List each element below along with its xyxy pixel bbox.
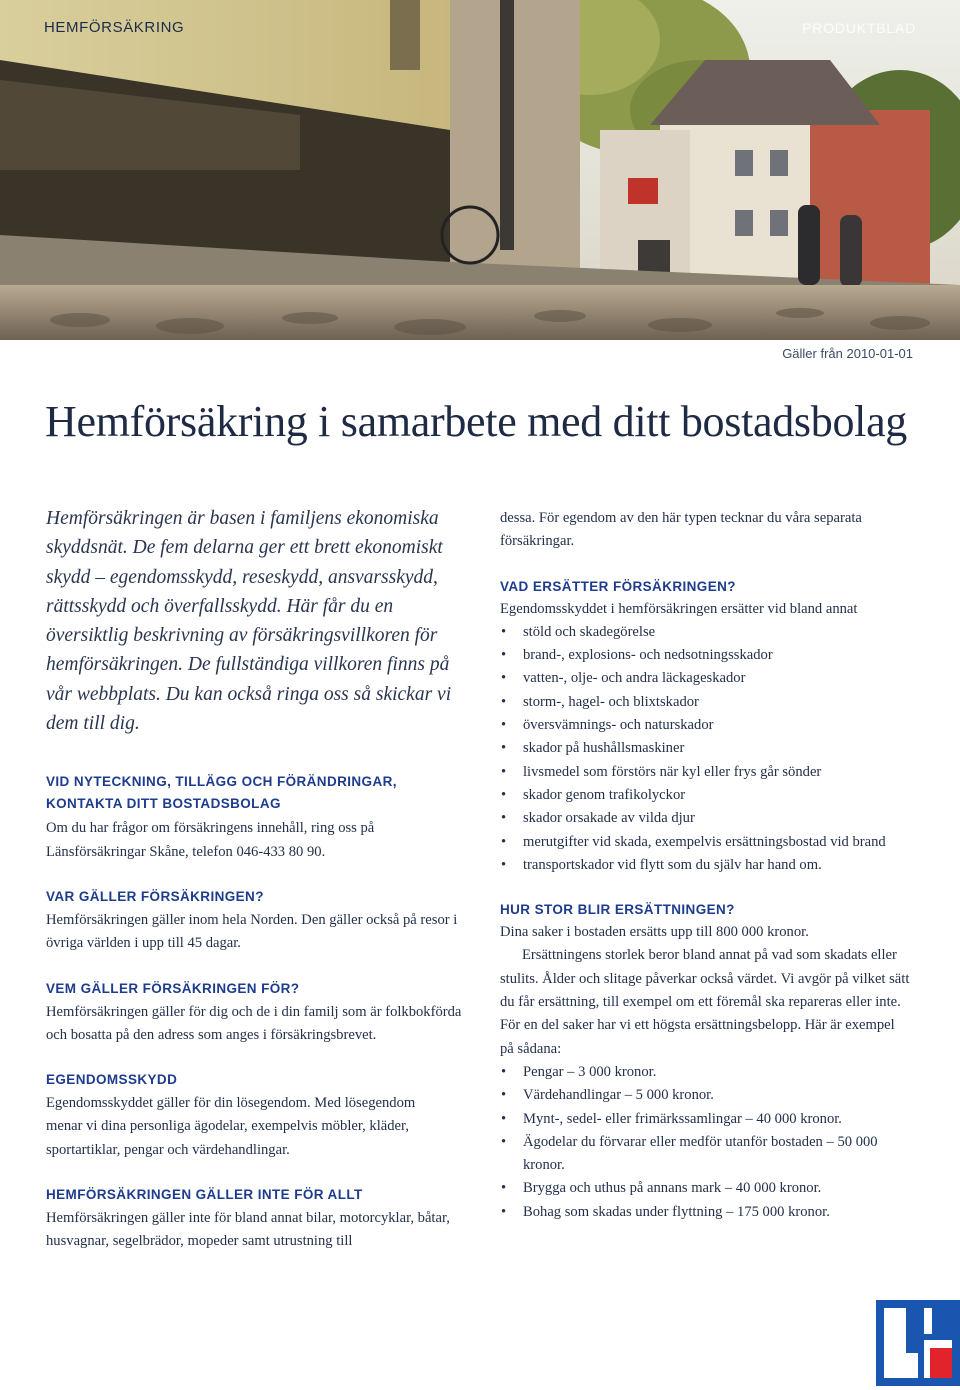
section-lead: Egendomsskyddet i hemförsäkringen ersätter vid bland annat [500,600,858,617]
section-who [46,978,466,1048]
section-heading: VAD ERSÄTTER FÖRSÄKRINGEN? [500,578,736,594]
section-where [46,886,466,956]
right-column [500,507,920,1224]
section-heading: VAR GÄLLER FÖRSÄKRINGEN? [46,888,264,904]
section-body: Egendomsskyddet gäller för din lösegendom. Med lösegendom menar vi dina personliga ägodelar, exempelvis möbler, kläder, sportartiklar, pengar och värdehandlingar. [46,1095,416,1158]
section-amount [500,899,920,1224]
intro-paragraph: Hemförsäkringen är basen i familjens ekonomiska skyddsnät. De fem delarna ger ett brett ekonomiskt skydd – egendomsskydd, reseskydd, ansvarsskydd, rättsskydd och överfallsskydd. Här får du en översiktlig beskrivning av försäkringsvillkoren för hemförsäkringen. De fullständiga villkoren finns på vår webbplats. Du kan också ringa oss så skickar vi dem till dig. [46,508,452,735]
limit-list [500,1061,920,1224]
compensation-item: • skador genom trafikolyckor [500,784,920,807]
valid-from-date: Gäller från 2010-01-01 [782,346,913,361]
compensation-item: • brand-, explosions- och nedsotningsskador [500,644,920,667]
compensation-item: • skador orsakade av vilda djur [500,807,920,830]
section-heading: VEM GÄLLER FÖRSÄKRINGEN FÖR? [46,980,300,996]
section-heading: VID NYTECKNING, TILLÄGG OCH FÖRÄNDRINGAR, KONTAKTA DITT BOSTADSBOLAG [46,774,397,812]
cobblestone-street-photo [0,0,960,340]
limit-item: • Brygga och uthus på annans mark – 40 000 kronor. [500,1177,920,1200]
section-body: Hemförsäkringen gäller för dig och de i din familj som är folkbokförda och bosatta på den adress som anges i försäkringsbrevet. [46,1003,462,1043]
document-type-label: PRODUKTBLAD [802,20,916,36]
limit-item: • Bohag som skadas under flyttning – 175 000 kronor. [500,1201,920,1224]
limit-item: • Ägodelar du förvarar eller medför utanför bostaden – 50 000 kronor. [500,1131,920,1178]
limit-item: • Pengar – 3 000 kronor. [500,1061,920,1084]
compensation-item: • stöld och skadegörelse [500,621,920,644]
compensation-list [500,621,920,877]
section-body: Hemförsäkringen gäller inom hela Norden. Den gäller också på resor i övriga världen i upp till 45 dagar. [46,911,458,952]
limit-item: • Värdehandlingar – 5 000 kronor. [500,1084,920,1107]
section-compensation [500,576,920,878]
section-contact [46,771,466,864]
lansforsakringar-logo [876,1300,960,1386]
section-heading: HEMFÖRSÄKRINGEN GÄLLER INTE FÖR ALLT [46,1187,363,1203]
section-body: Hemförsäkringen gäller inte för bland annat bilar, motorcyklar, båtar, husvagnar, segelbrädor, mopeder samt utrustning till [46,1210,450,1250]
section-heading: EGENDOMSSKYDD [46,1072,178,1088]
page-title: Hemförsäkring i samarbete med ditt bostadsbolag [45,397,908,446]
section-exclusions [46,1184,466,1254]
section-heading: HUR STOR BLIR ERSÄTTNINGEN? [500,902,735,918]
compensation-item: • transportskador vid flytt som du själv har hand om. [500,854,920,877]
compensation-item: • översvämnings- och naturskador [500,714,920,737]
amount-paragraph: Ersättningens storlek beror bland annat på vad som skadats eller stulits. Ålder och slitage påverkar också värdet. Vi avgör på vilket sätt du får ersättning, till exempel om ett föremål ska repareras eller inte. För en del saker har vi ett högsta ersättningsbelopp. Här är exempel på sådana: [500,947,910,1057]
compensation-item: • vatten-, olje- och andra läckageskador [500,667,920,690]
compensation-item: • skador på hushållsmaskiner [500,737,920,760]
compensation-item: • storm-, hagel- och blixtskador [500,691,920,714]
section-property [46,1069,466,1162]
compensation-item: • merutgifter vid skada, exempelvis ersättningsbostad vid brand [500,831,920,854]
compensation-item: • livsmedel som förstörs när kyl eller frys går sönder [500,761,920,784]
hero-photo [0,0,960,340]
amount-paragraph: Dina saker i bostaden ersätts upp till 800 000 kronor. [500,924,809,941]
brand-label: HEMFÖRSÄKRING [44,19,185,36]
limit-item: • Mynt-, sedel- eller frimärkssamlingar – 40 000 kronor. [500,1108,920,1131]
section-body: Om du har frågor om försäkringens innehåll, ring oss på Länsförsäkringar Skåne, telefon 046-433 80 90. [46,820,375,860]
continuation-text: dessa. För egendom av den här typen tecknar du våra separata försäkringar. [500,510,862,550]
left-column [46,504,466,1254]
